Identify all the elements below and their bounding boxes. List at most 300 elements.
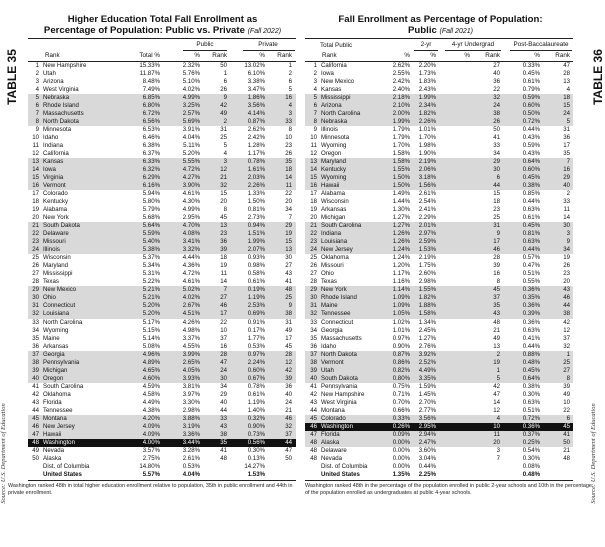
table-cell: 5.08% <box>142 342 160 350</box>
table-row <box>28 351 296 359</box>
table-cell: 0.36% <box>522 422 540 430</box>
table-cell: 31 <box>493 222 500 230</box>
table-cell: 39 <box>285 374 292 382</box>
table-cell: 9 <box>35 125 39 133</box>
table-cell: 0.61% <box>247 390 265 398</box>
table-cell: 4.65% <box>142 366 160 374</box>
table-cell: 35 <box>310 334 317 342</box>
table-cell: 41 <box>220 447 227 454</box>
table-cell: 23 <box>285 141 292 149</box>
table-cell: 32 <box>32 310 39 318</box>
table-row <box>305 222 573 230</box>
table-row <box>305 110 573 118</box>
table-row <box>28 399 296 407</box>
table-cell: 36 <box>493 77 500 85</box>
table-cell: 3.30% <box>182 398 200 406</box>
table-cell: 4 <box>223 149 227 157</box>
table-cell: 1.28% <box>247 141 265 149</box>
table-cell: Alaska <box>321 438 340 446</box>
table-cell: 8 <box>35 117 39 125</box>
table-cell: 8.48% <box>142 77 160 85</box>
left-header-total: Total % <box>139 52 160 59</box>
table-cell: 0.32% <box>247 414 265 422</box>
table-row <box>305 439 573 447</box>
table-cell: 5.76% <box>182 69 200 77</box>
table-cell: 0.73% <box>247 430 265 438</box>
table-cell: 1.26% <box>392 238 410 246</box>
table-cell: Louisiana <box>321 238 348 246</box>
table-cell: 0.63% <box>522 398 540 406</box>
table-cell: 40 <box>220 398 227 406</box>
table-cell: 17 <box>285 334 292 342</box>
table-cell: 4.60% <box>142 374 160 382</box>
table-cell: 23 <box>493 206 500 214</box>
table-cell: 1 <box>288 61 292 69</box>
table-cell: 41 <box>563 430 570 438</box>
table-cell: 2.61% <box>418 190 436 197</box>
table-cell: 2.40% <box>392 85 410 93</box>
table-cell: 37 <box>32 350 39 358</box>
table-cell: 25 <box>220 133 227 141</box>
table-cell: 10 <box>285 133 292 141</box>
table-cell: Washington <box>321 422 353 430</box>
table-cell: 5.64% <box>142 222 160 230</box>
table-cell: 3.88% <box>182 414 200 422</box>
table-cell: 2.47% <box>418 438 436 446</box>
table-cell: 0.81% <box>247 206 265 214</box>
table-cell: 28 <box>493 254 500 262</box>
table-cell: 32 <box>310 310 317 318</box>
table-cell: 30 <box>32 294 39 302</box>
table-cell: 42 <box>220 101 227 109</box>
table-cell: Michigan <box>43 366 68 374</box>
table-cell: 0.63% <box>522 206 540 214</box>
table-cell: 30 <box>285 254 292 262</box>
table-cell: 6.80% <box>142 101 160 109</box>
table-cell: 14 <box>493 398 500 406</box>
table-cell: West Virginia <box>43 85 79 93</box>
table-cell: Michigan <box>321 214 346 222</box>
table-cell: Pennsylvania <box>43 358 80 366</box>
table-cell: 2.53% <box>247 302 265 310</box>
table-cell: 13.02% <box>244 61 265 69</box>
table-cell: 6.38% <box>142 141 160 149</box>
table-cell: Ohio <box>43 294 56 302</box>
table-cell: Pennsylvania <box>321 382 358 390</box>
table-cell: 0.25% <box>522 438 540 446</box>
table-cell: 0.66% <box>392 406 410 414</box>
table-row <box>305 262 573 270</box>
table-cell: 6.46% <box>142 133 160 141</box>
table-cell: 5.21% <box>142 286 160 294</box>
table-cell: 5.59% <box>142 230 160 238</box>
table-cell: 39 <box>32 366 39 374</box>
table-cell: 16 <box>220 342 227 350</box>
table-cell: 0.59% <box>522 93 540 101</box>
left-group-private-line <box>243 50 295 51</box>
table-row <box>305 62 573 70</box>
table-cell: 0.47% <box>522 262 540 270</box>
table-row <box>28 278 296 286</box>
table-cell: 1.56% <box>418 181 436 189</box>
table-cell: 1.53% <box>418 246 436 254</box>
table-cell: 1.19% <box>247 398 265 406</box>
table-cell: 31 <box>220 125 227 133</box>
table-cell: Ohio <box>321 270 334 278</box>
table-cell: 1 <box>313 61 317 69</box>
table-cell: 10 <box>310 133 317 141</box>
table-cell: 0.72% <box>522 414 540 422</box>
table-cell: 39 <box>563 382 570 390</box>
table-cell: United States <box>321 471 360 479</box>
table-cell: 24 <box>220 366 227 374</box>
right-header-postbacc-rank: Rank <box>555 52 570 59</box>
table-cell: 0.30% <box>522 455 540 463</box>
table-cell: 0.58% <box>247 270 265 278</box>
table-row <box>305 246 573 254</box>
table-cell: 0.17% <box>247 326 265 334</box>
table-cell: 36 <box>285 382 292 390</box>
table-row <box>305 166 573 174</box>
table-cell: 0.63% <box>522 326 540 334</box>
table-cell: 0.39% <box>522 310 540 318</box>
table-cell: Dist. of Columbia <box>321 463 368 471</box>
table-cell: Iowa <box>321 69 334 77</box>
table-cell: 1.01% <box>392 326 410 334</box>
table-cell: 0.61% <box>522 214 540 222</box>
table-cell: 49 <box>563 390 570 398</box>
table-cell: 6.56% <box>142 117 160 125</box>
table-cell: 1.05% <box>392 310 410 318</box>
left-group-public: Public <box>196 41 214 48</box>
table-cell: 1.82% <box>418 294 436 302</box>
table-row <box>28 447 296 455</box>
table-cell: 0.09% <box>392 430 410 438</box>
table-row <box>305 383 573 391</box>
table-row <box>28 359 296 367</box>
table-cell: 5 <box>496 374 500 382</box>
table-cell: 38 <box>220 430 227 438</box>
table-cell: 47 <box>32 430 39 438</box>
table-cell: 21 <box>563 447 570 454</box>
table-cell: 0.38% <box>522 181 540 189</box>
table-cell: 5.31% <box>142 270 160 278</box>
table-cell: 4.98% <box>182 326 200 334</box>
right-title-line2: Public <box>408 25 437 36</box>
table-cell: 9 <box>566 238 570 246</box>
table-cell: 0.45% <box>522 366 540 374</box>
table-row <box>305 214 573 222</box>
table-cell: 4.36% <box>182 262 200 270</box>
table-cell: 13 <box>310 157 317 165</box>
table-cell: Colorado <box>43 190 68 197</box>
table-cell: United States <box>43 471 82 479</box>
table-cell: 43 <box>310 398 317 406</box>
right-title-year: (Fall 2021) <box>439 28 473 35</box>
table-cell: 45 <box>32 414 39 422</box>
table-cell: 5.94% <box>142 190 160 197</box>
table-cell: Oklahoma <box>43 390 71 398</box>
table-cell: 0.51% <box>522 270 540 278</box>
table-row <box>28 118 296 126</box>
table-cell: 2 <box>288 69 292 77</box>
table-cell: 41 <box>493 133 500 141</box>
table-cell: 0.60% <box>522 165 540 173</box>
table-cell: 35 <box>493 302 500 310</box>
table-cell: New Mexico <box>43 286 77 294</box>
table-cell: 1.02% <box>392 318 410 326</box>
table-cell: 0.36% <box>522 302 540 310</box>
table-cell: Arkansas <box>321 206 347 214</box>
table-cell: 25 <box>563 358 570 366</box>
table-cell: 29 <box>285 222 292 230</box>
table-cell: 5.21% <box>142 294 160 302</box>
table-cell: 41 <box>285 278 292 286</box>
table-cell: 1.79% <box>392 125 410 133</box>
table-row <box>28 150 296 158</box>
table-cell: 4.58% <box>142 390 160 398</box>
table-row <box>28 310 296 318</box>
table-cell: 37 <box>285 430 292 438</box>
table-row <box>28 158 296 166</box>
table-row <box>28 270 296 278</box>
table-cell: 1.33% <box>247 190 265 197</box>
table-row <box>28 383 296 391</box>
table-cell: 5 <box>288 85 292 93</box>
table-cell: 8 <box>288 125 292 133</box>
table-cell: 1 <box>223 69 227 77</box>
table-cell: 2.19% <box>418 254 436 262</box>
right-group-total: Total Public <box>320 42 353 49</box>
table-cell: 0.70% <box>392 398 410 406</box>
table-cell: 6 <box>288 77 292 85</box>
table-cell: 5.40% <box>142 238 160 246</box>
table-cell: 29 <box>493 157 500 165</box>
table-cell: 0.44% <box>522 246 540 254</box>
table-cell: 26 <box>310 262 317 270</box>
table-cell: 4.02% <box>182 294 200 302</box>
table-cell: 6.10% <box>247 69 265 77</box>
table-row <box>28 134 296 142</box>
table-cell: 2.94% <box>418 430 436 438</box>
table-cell: 3.92% <box>418 350 436 358</box>
table-cell: Hawaii <box>321 181 340 189</box>
table-cell: 43 <box>285 270 292 278</box>
table-cell: 24 <box>310 246 317 254</box>
right-header-total-pct: % <box>404 52 410 59</box>
table-cell: Hawaii <box>43 430 62 438</box>
table-cell: 0.97% <box>392 334 410 342</box>
table-cell: Oregon <box>321 149 342 157</box>
table-cell: 38 <box>32 358 39 366</box>
table-cell: 46 <box>563 294 570 302</box>
table-cell: 7 <box>566 157 570 165</box>
table-row <box>28 463 296 471</box>
table-cell: Arkansas <box>43 342 69 350</box>
table-cell: 49 <box>285 326 292 334</box>
table-cell: 26 <box>32 262 39 270</box>
table-cell: 4 <box>288 101 292 109</box>
table-cell: 0.87% <box>392 350 410 358</box>
table-cell: Wisconsin <box>43 254 71 262</box>
table-cell: 28 <box>563 69 570 77</box>
table-cell: 48 <box>563 455 570 463</box>
table-cell: 0.43% <box>522 133 540 141</box>
table-cell: 4.70% <box>182 222 200 230</box>
table-cell: 2.97% <box>418 230 436 238</box>
table-cell: 3.18% <box>418 173 436 181</box>
table-cell: Wisconsin <box>321 198 349 206</box>
table-cell: 14 <box>220 278 227 286</box>
table-cell: 4.44% <box>182 254 200 262</box>
table-cell: 5.57% <box>142 471 160 479</box>
table-cell: 4.51% <box>182 310 200 318</box>
table-cell: 36 <box>310 342 317 350</box>
table-cell: 46 <box>285 414 292 422</box>
table-cell: 40 <box>285 390 292 398</box>
table-cell: 0.87% <box>247 117 265 125</box>
table-row <box>305 150 573 158</box>
table-cell: 17 <box>310 190 317 197</box>
table-cell: 0.45% <box>522 69 540 77</box>
table-cell: 4.49% <box>418 366 436 374</box>
table-cell: 22 <box>285 190 292 197</box>
table-row <box>305 270 573 278</box>
table-row <box>305 343 573 351</box>
table-cell: Washington <box>43 438 75 446</box>
table-cell: 50 <box>563 438 570 446</box>
table-cell: 2.00% <box>392 109 410 117</box>
table-cell: 48 <box>310 438 317 446</box>
table-cell: 1.75% <box>418 262 436 270</box>
table-cell: 8 <box>223 206 227 214</box>
table-cell: 13 <box>285 246 292 254</box>
table-cell: 3 <box>35 77 39 85</box>
table-cell: 20 <box>493 438 500 446</box>
table-cell: 2.42% <box>392 77 410 85</box>
table-row <box>305 70 573 78</box>
table-cell: Illinois <box>321 125 338 133</box>
table-cell: 38 <box>285 310 292 318</box>
table-cell: 1.44% <box>392 198 410 206</box>
table-cell: 44 <box>32 406 39 414</box>
table-cell: 12 <box>493 406 500 414</box>
table-row <box>28 423 296 431</box>
left-page-table-35 <box>0 0 300 547</box>
table-cell: Kansas <box>321 85 342 93</box>
table-cell: 34 <box>493 149 500 157</box>
table-cell: 5.15% <box>142 326 160 334</box>
table-cell: 1.50% <box>392 181 410 189</box>
table-cell: 0.64% <box>522 374 540 382</box>
table-cell: 21 <box>493 326 500 334</box>
table-cell: 40 <box>493 69 500 77</box>
table-cell: 0.54% <box>522 447 540 454</box>
table-cell: 2.26% <box>247 181 265 189</box>
table-cell: Dist. of Columbia <box>43 463 90 471</box>
table-cell: 30 <box>220 374 227 382</box>
table-cell: 25 <box>310 254 317 262</box>
table-cell: 1.82% <box>418 109 436 117</box>
table-row <box>28 70 296 78</box>
table-cell: New York <box>321 286 347 294</box>
table-cell: 0.85% <box>522 190 540 197</box>
table-cell: 39 <box>220 246 227 254</box>
right-bottom-rule <box>305 480 573 481</box>
table-cell: 48 <box>32 438 39 446</box>
table-cell: 1.58% <box>418 310 436 318</box>
table-cell: 1.40% <box>247 406 265 414</box>
table-cell: Kentucky <box>43 198 69 206</box>
table-cell: 49 <box>220 109 227 117</box>
table-cell: 1.20% <box>392 262 410 270</box>
table-cell: 1.27% <box>392 214 410 222</box>
table-cell: 3 <box>496 447 500 454</box>
table-cell: 24 <box>563 109 570 117</box>
table-cell: 1.70% <box>392 141 410 149</box>
table-cell: 47 <box>493 390 500 398</box>
table-cell: 34 <box>220 382 227 390</box>
table-row <box>305 463 573 471</box>
table-cell: 4.72% <box>182 165 200 173</box>
table-row <box>305 134 573 142</box>
table-cell: 2.61% <box>182 455 200 463</box>
table-cell: 23 <box>310 238 317 246</box>
table-cell: 4.02% <box>182 85 200 93</box>
table-cell: 0.57% <box>522 254 540 262</box>
table-cell: North Carolina <box>43 318 83 326</box>
table-cell: 10 <box>220 326 227 334</box>
table-cell: 8 <box>313 117 317 125</box>
table-cell: Minnesota <box>321 133 350 141</box>
table-cell: 6 <box>496 173 500 181</box>
table-cell: 0.60% <box>247 366 265 374</box>
table-cell: 11 <box>310 141 317 149</box>
table-cell: 42 <box>310 390 317 398</box>
table-cell: 5.79% <box>142 206 160 214</box>
table-cell: 3.47% <box>247 85 265 93</box>
table-cell: 11 <box>493 430 500 438</box>
table-cell: 1.73% <box>418 69 436 77</box>
table-row <box>28 166 296 174</box>
left-top-rule <box>28 38 296 39</box>
table-row <box>28 294 296 302</box>
right-top-rule <box>305 38 573 39</box>
table-cell: 18 <box>493 198 500 206</box>
table-cell: 0.44% <box>522 198 540 206</box>
table-cell: 2.20% <box>418 61 436 69</box>
table-cell: 2.26% <box>418 117 436 125</box>
table-cell: 3.38% <box>247 77 265 85</box>
table-cell: 1.55% <box>392 165 410 173</box>
table-cell: 25 <box>493 214 500 222</box>
table-cell: 4 <box>313 85 317 93</box>
table-cell: 5.20% <box>142 302 160 310</box>
table-cell: 16 <box>493 270 500 278</box>
table-cell: 27 <box>32 270 39 278</box>
table-cell: 0.69% <box>247 310 265 318</box>
table-cell: 17 <box>493 238 500 246</box>
table-cell: 35 <box>32 334 39 342</box>
table-row <box>305 238 573 246</box>
table-row <box>28 439 296 447</box>
table-cell: 3.44% <box>182 438 200 446</box>
table-cell: 35 <box>285 157 292 165</box>
table-cell: 38 <box>493 109 500 117</box>
table-row <box>305 158 573 166</box>
table-cell: 20 <box>310 214 317 222</box>
table-row <box>305 399 573 407</box>
